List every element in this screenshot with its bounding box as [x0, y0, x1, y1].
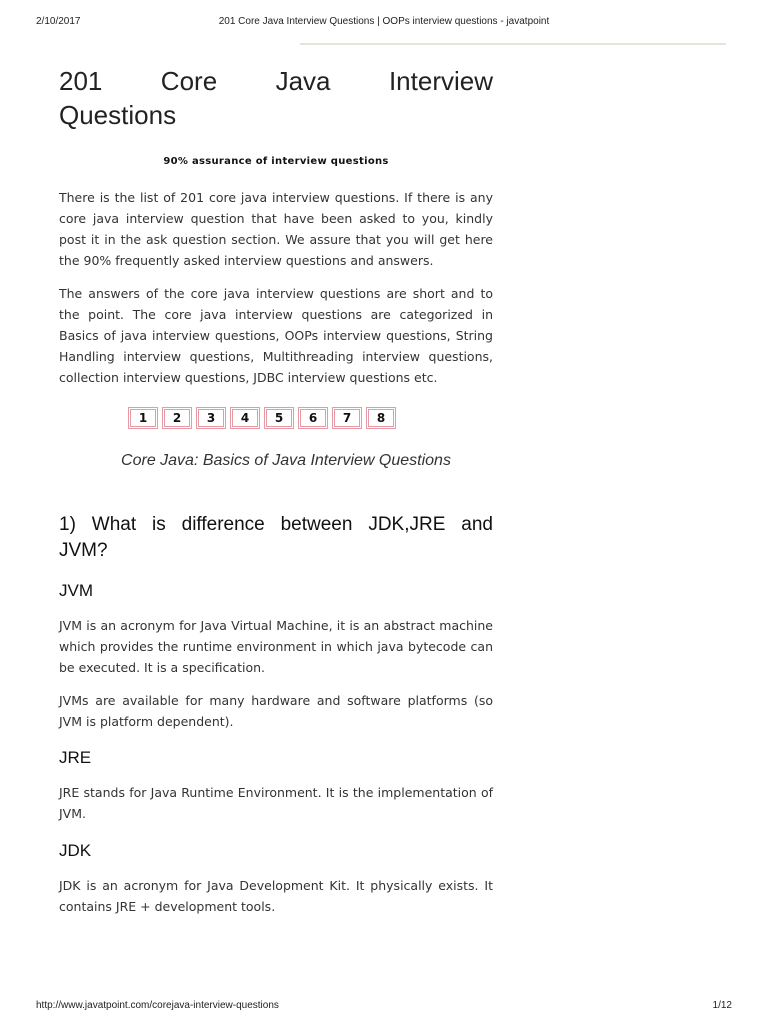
page-link-4[interactable]: 4 — [230, 407, 260, 429]
print-date: 2/10/2017 — [36, 16, 81, 27]
page-link-7[interactable]: 7 — [332, 407, 362, 429]
section-caption: Core Java: Basics of Java Interview Questions — [121, 452, 451, 469]
jre-heading: JRE — [59, 748, 92, 767]
jvm-heading: JVM — [59, 581, 93, 600]
jdk-heading: JDK — [59, 841, 92, 860]
page-link-2[interactable]: 2 — [162, 407, 192, 429]
page-link-5[interactable]: 5 — [264, 407, 294, 429]
jvm-paragraph-1: JVM is an acronym for Java Virtual Machine, it is an abstract machine which provides the runtime environment in which java bytecode can be executed. It is a specification. — [59, 618, 493, 675]
print-page-number: 1/12 — [712, 1000, 732, 1011]
page-title — [59, 64, 493, 132]
jre-paragraph: JRE stands for Java Runtime Environment. It is the implementation of JVM. — [59, 785, 493, 821]
print-header — [36, 16, 732, 30]
page-title-line1: 201 Core Java Interview — [59, 66, 493, 96]
intro-paragraph-2: The answers of the core java interview questions are short and to the point. The core java interview questions are categorized in Basics of java interview questions, OOPs interview questions, String Handling interview questions, Multithreading interview questions, collection interview questions, JDBC interview questions etc. — [59, 286, 493, 385]
jdk-paragraph: JDK is an acronym for Java Development Kit. It physically exists. It contains JRE + development tools. — [59, 878, 493, 914]
print-footer — [36, 1000, 732, 1014]
article-content — [59, 64, 493, 917]
page-link-3[interactable]: 3 — [196, 407, 226, 429]
question-heading — [59, 512, 493, 564]
jvm-paragraph-2: JVMs are available for many hardware and software platforms (so JVM is platform dependent). — [59, 693, 493, 729]
print-url: http://www.javatpoint.com/corejava-interview-questions — [36, 1000, 279, 1011]
header-divider — [300, 43, 726, 45]
page-link-1[interactable]: 1 — [128, 407, 158, 429]
question-heading-line1: 1) What is difference between JDK,JRE and — [59, 514, 493, 535]
page-title-line2: Questions — [59, 100, 177, 130]
question-heading-line2: JVM? — [59, 540, 108, 561]
page-link-6[interactable]: 6 — [298, 407, 328, 429]
page-link-8[interactable]: 8 — [366, 407, 396, 429]
pagination — [128, 407, 493, 429]
intro-paragraph-1: There is the list of 201 core java interview questions. If there is any core java interview question that have been asked to you, kindly post it in the ask question section. We assure that you will get here the 90% frequently asked interview questions and answers. — [59, 190, 493, 268]
subtitle: 90% assurance of interview questions — [163, 156, 389, 167]
print-doc-title: 201 Core Java Interview Questions | OOPs interview questions - javatpoint — [218, 16, 550, 27]
